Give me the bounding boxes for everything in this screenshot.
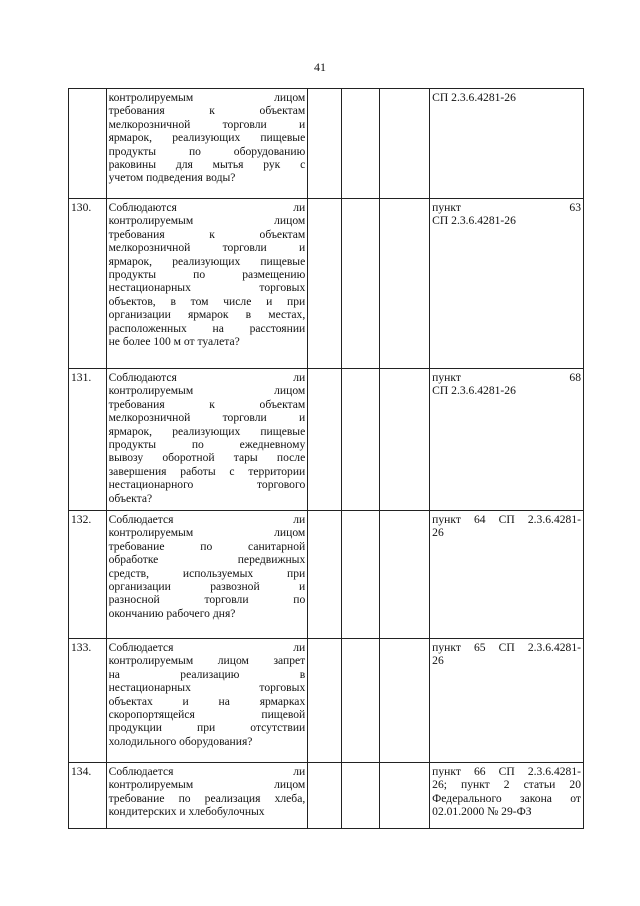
- requirement-question: [106, 369, 308, 511]
- legal-reference: [430, 511, 584, 639]
- reference-line: 26: [432, 526, 444, 540]
- question-line: средств, используемых при: [108, 566, 306, 580]
- question-line: продукты по оборудованию: [108, 144, 306, 158]
- question-line: объекта?: [108, 491, 153, 505]
- question-line: завершения работы с территории: [108, 464, 306, 478]
- answer-no-cell: [342, 639, 380, 763]
- question-line: учетом подведения воды?: [108, 171, 236, 185]
- legal-reference: [430, 639, 584, 763]
- not-applicable-cell: [380, 199, 430, 369]
- row-number: 130.: [69, 199, 107, 369]
- legal-reference: [430, 369, 584, 511]
- question-line: Соблюдается ли: [108, 641, 306, 654]
- row-number: 132.: [69, 511, 107, 639]
- answer-yes-cell: [308, 369, 342, 511]
- requirement-question: [106, 639, 308, 763]
- question-line: объектах и на ярмарках: [108, 694, 306, 708]
- question-line: мелкорозничной торговли и: [108, 241, 306, 255]
- requirement-question: [106, 89, 308, 199]
- row-number: 134.: [69, 763, 107, 829]
- reference-line: СП 2.3.6.4281-26: [432, 384, 516, 398]
- question-line: организации развозной и: [108, 580, 306, 594]
- reference-line: 26; пункт 2 статьи 20: [432, 778, 581, 792]
- question-line: Соблюдаются ли: [108, 371, 306, 384]
- table-row: [69, 89, 584, 199]
- question-line: продукты по размещению: [108, 268, 306, 282]
- question-line: Соблюдается ли: [108, 765, 306, 778]
- table-row: [69, 369, 584, 511]
- reference-line: пункт 63: [432, 201, 581, 214]
- legal-reference: [430, 199, 584, 369]
- requirement-question: [106, 511, 308, 639]
- answer-no-cell: [342, 763, 380, 829]
- requirement-question: [106, 199, 308, 369]
- question-line: контролируемым лицом: [108, 214, 306, 228]
- question-line: окончанию рабочего дня?: [108, 606, 236, 620]
- row-number: [69, 89, 107, 199]
- table-row: [69, 199, 584, 369]
- question-line: организации ярмарок в местах,: [108, 308, 306, 322]
- question-line: ярмарок, реализующих пищевые: [108, 424, 306, 438]
- question-line: обработке передвижных: [108, 553, 306, 567]
- reference-line: СП 2.3.6.4281-26: [432, 214, 516, 228]
- table-row: [69, 511, 584, 639]
- question-line: объектов, в том числе и при: [108, 294, 306, 308]
- question-line: требования к объектам: [108, 397, 306, 411]
- question-line: контролируемым лицом: [108, 384, 306, 398]
- question-line: контролируемым лицом: [108, 91, 306, 104]
- question-line: вывозу оборотной тары после: [108, 451, 306, 465]
- table-row: [69, 763, 584, 829]
- reference-line: пункт 65 СП 2.3.6.4281-: [432, 641, 581, 654]
- answer-no-cell: [342, 89, 380, 199]
- question-line: ярмарок, реализующих пищевые: [108, 254, 306, 268]
- checklist-table: [68, 88, 584, 829]
- question-line: контролируемым лицом запрет: [108, 654, 306, 668]
- question-line: нестационарных торговых: [108, 681, 306, 695]
- question-line: продукты по ежедневному: [108, 438, 306, 452]
- question-line: контролируемым лицом: [108, 526, 306, 540]
- row-number: 131.: [69, 369, 107, 511]
- question-line: нестационарных торговых: [108, 281, 306, 295]
- question-line: ярмарок, реализующих пищевые: [108, 131, 306, 145]
- not-applicable-cell: [380, 369, 430, 511]
- answer-no-cell: [342, 369, 380, 511]
- question-line: нестационарного торгового: [108, 478, 306, 492]
- question-line: кондитерских и хлебобулочных: [108, 805, 265, 819]
- not-applicable-cell: [380, 639, 430, 763]
- page-number: 41: [314, 60, 326, 74]
- question-line: контролируемым лицом: [108, 778, 306, 792]
- reference-line: 26: [432, 654, 444, 668]
- question-line: требования к объектам: [108, 227, 306, 241]
- question-line: требования к объектам: [108, 104, 306, 118]
- question-line: требование по реализация хлеба,: [108, 791, 306, 805]
- reference-line: 02.01.2000 № 29-ФЗ: [432, 805, 532, 819]
- question-line: мелкорозничной торговли и: [108, 117, 306, 131]
- question-line: холодильного оборудования?: [108, 734, 253, 748]
- question-line: Соблюдаются ли: [108, 201, 306, 214]
- answer-yes-cell: [308, 763, 342, 829]
- answer-no-cell: [342, 511, 380, 639]
- question-line: раковины для мытья рук с: [108, 158, 306, 172]
- reference-line: Федерального закона от: [432, 791, 581, 805]
- answer-yes-cell: [308, 199, 342, 369]
- question-line: Соблюдается ли: [108, 513, 306, 526]
- answer-yes-cell: [308, 89, 342, 199]
- question-line: мелкорозничной торговли и: [108, 411, 306, 425]
- question-line: расположенных на расстоянии: [108, 321, 306, 335]
- legal-reference: [430, 763, 584, 829]
- legal-reference: [430, 89, 584, 199]
- reference-line: пункт 66 СП 2.3.6.4281-: [432, 765, 581, 778]
- question-line: разносной торговли по: [108, 593, 306, 607]
- reference-line: пункт 64 СП 2.3.6.4281-: [432, 513, 581, 526]
- table-row: [69, 639, 584, 763]
- question-line: требование по санитарной: [108, 539, 306, 553]
- question-line: на реализацию в: [108, 667, 306, 681]
- question-line: продукции при отсутствии: [108, 721, 306, 735]
- question-line: скоропортящейся пищевой: [108, 708, 306, 722]
- reference-line: пункт 68: [432, 371, 581, 384]
- not-applicable-cell: [380, 511, 430, 639]
- answer-yes-cell: [308, 639, 342, 763]
- requirement-question: [106, 763, 308, 829]
- question-line: не более 100 м от туалета?: [108, 335, 240, 349]
- not-applicable-cell: [380, 763, 430, 829]
- answer-yes-cell: [308, 511, 342, 639]
- row-number: 133.: [69, 639, 107, 763]
- reference-line: СП 2.3.6.4281-26: [432, 91, 516, 104]
- answer-no-cell: [342, 199, 380, 369]
- not-applicable-cell: [380, 89, 430, 199]
